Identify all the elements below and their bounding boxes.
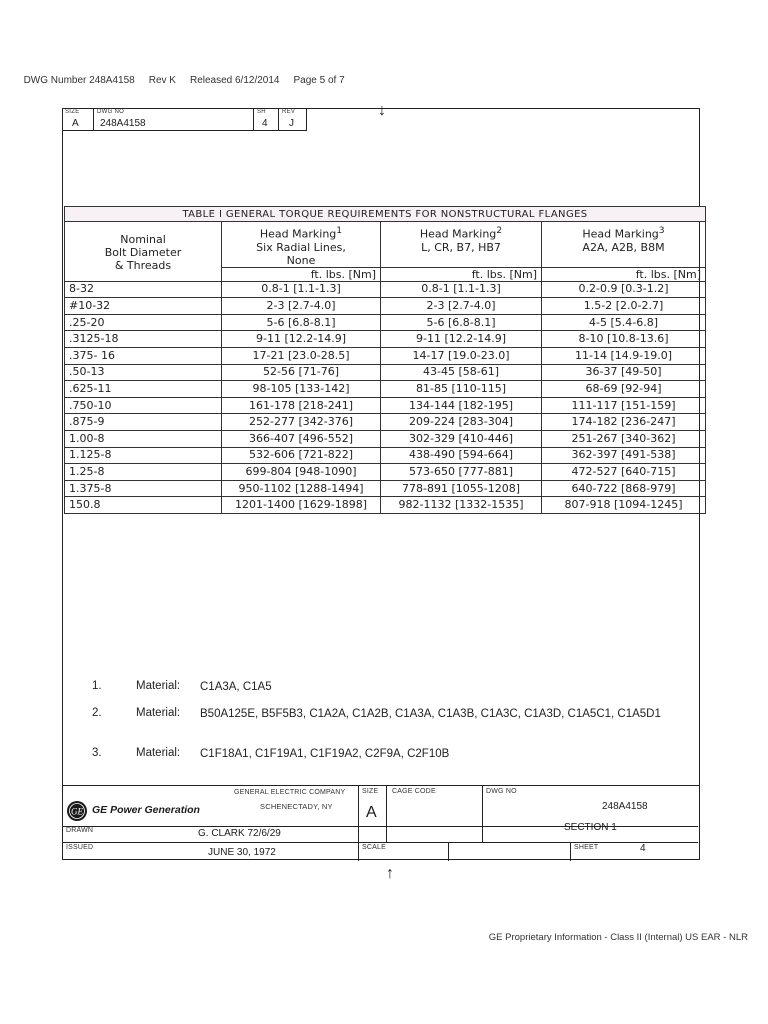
bolt-size-cell: 1.125-8: [65, 447, 222, 464]
arrow-down-icon: ↓: [378, 102, 386, 119]
unit-label: ft. lbs. [Nm]: [381, 267, 542, 281]
bolt-size-cell: .375- 16: [65, 348, 222, 365]
sheet-value: 4: [262, 118, 268, 129]
torque-value-cell: 807-918 [1094-1245]: [542, 497, 706, 514]
bolt-size-cell: 1.00-8: [65, 431, 222, 448]
torque-value-cell: 111-117 [151-159]: [542, 397, 706, 414]
size-value: A: [366, 804, 377, 821]
gec-label: GENERAL ELECTRIC COMPANY: [234, 789, 346, 796]
torque-value-cell: 640-722 [868-979]: [542, 480, 706, 497]
rev-value: J: [289, 118, 294, 129]
table-row: [65, 431, 706, 448]
torque-value-cell: 11-14 [14.9-19.0]: [542, 348, 706, 365]
table-row: [65, 464, 706, 481]
revision: Rev K: [148, 75, 176, 86]
city-label: SCHENECTADY, NY: [260, 802, 333, 811]
torque-value-cell: 302-329 [410-446]: [381, 431, 542, 448]
bolt-size-cell: 150.8: [65, 497, 222, 514]
table-row: [65, 497, 706, 514]
bolt-size-cell: #10-32: [65, 298, 222, 315]
table-row: [65, 364, 706, 381]
proprietary-footer: GE Proprietary Information - Class II (Internal) US EAR - NLR: [488, 932, 748, 943]
company-name: GE Power Generation: [92, 804, 200, 816]
bolt-size-cell: 1.25-8: [65, 464, 222, 481]
size-cell: SIZE A: [62, 108, 94, 130]
dwg-no-value: 248A4158: [602, 801, 648, 812]
col-head-marking-2-header: Head Marking$^2$ L, CR, B7, HB7: [381, 222, 542, 268]
page-number: Page 5 of 7: [293, 75, 345, 86]
table-row: [65, 397, 706, 414]
section-label: SECTION 1: [564, 822, 617, 833]
torque-value-cell: 209-224 [283-304]: [381, 414, 542, 431]
torque-value-cell: 174-182 [236-247]: [542, 414, 706, 431]
torque-value-cell: 52-56 [71-76]: [222, 364, 381, 381]
bolt-size-cell: .25-20: [65, 314, 222, 331]
bolt-size-cell: 8-32: [65, 281, 222, 298]
torque-value-cell: 252-277 [342-376]: [222, 414, 381, 431]
torque-value-cell: 251-267 [340-362]: [542, 431, 706, 448]
torque-value-cell: 36-37 [49-50]: [542, 364, 706, 381]
unit-label: ft. lbs. [Nm]: [542, 267, 706, 281]
document-header: [18, 64, 359, 86]
col-head-marking-1-header: Head Marking$^1$ Six Radial Lines, None: [222, 222, 381, 268]
torque-value-cell: 4-5 [5.4-6.8]: [542, 314, 706, 331]
size-value: A: [72, 118, 79, 129]
bolt-size-cell: .3125-18: [65, 331, 222, 348]
torque-value-cell: 699-804 [948-1090]: [222, 464, 381, 481]
arrow-up-icon: ↑: [386, 865, 394, 882]
col-head-marking-3-header: Head Marking$^3$ A2A, A2B, B8M: [542, 222, 706, 268]
torque-value-cell: 438-490 [594-664]: [381, 447, 542, 464]
unit-label: ft. lbs. [Nm]: [222, 267, 381, 281]
torque-value-cell: 573-650 [777-881]: [381, 464, 542, 481]
torque-value-cell: 9-11 [12.2-14.9]: [222, 331, 381, 348]
svg-text:GE: GE: [71, 806, 83, 817]
dwg-no-value: 248A4158: [100, 118, 146, 129]
torque-value-cell: 1.5-2 [2.0-2.7]: [542, 298, 706, 315]
torque-value-cell: 0.8-1 [1.1-1.3]: [381, 281, 542, 298]
torque-value-cell: 68-69 [92-94]: [542, 381, 706, 398]
torque-value-cell: 362-397 [491-538]: [542, 447, 706, 464]
torque-value-cell: 0.8-1 [1.1-1.3]: [222, 281, 381, 298]
torque-value-cell: 8-10 [10.8-13.6]: [542, 331, 706, 348]
torque-value-cell: 2-3 [2.7-4.0]: [222, 298, 381, 315]
ge-logo-icon: [66, 800, 88, 822]
table-row: [65, 298, 706, 315]
torque-value-cell: 532-606 [721-822]: [222, 447, 381, 464]
table-row: [65, 381, 706, 398]
rev-cell: REV J: [279, 108, 307, 130]
torque-value-cell: 366-407 [496-552]: [222, 431, 381, 448]
table-row: [65, 331, 706, 348]
sheet-cell: SH 4: [254, 108, 279, 130]
torque-value-cell: 161-178 [218-241]: [222, 397, 381, 414]
torque-value-cell: 98-105 [133-142]: [222, 381, 381, 398]
dwg-number: DWG Number 248A4158: [23, 75, 135, 86]
table-row: [65, 348, 706, 365]
table-row: [65, 314, 706, 331]
bolt-size-cell: .875-9: [65, 414, 222, 431]
torque-value-cell: 472-527 [640-715]: [542, 464, 706, 481]
bottom-title-block: GE GE Power Generation GENERAL ELECTRIC COMPANY SCHENECTADY, NY SIZE A CAGE CODE DWG NO 248A4158 SECTION 1 DRAWN G. CLARK 72/6/29 ISSUED JUNE 30, 1972 SCALE SHEET 4: [62, 785, 700, 861]
table-row: [65, 281, 706, 298]
torque-value-cell: 5-6 [6.8-8.1]: [222, 314, 381, 331]
torque-value-cell: 950-1102 [1288-1494]: [222, 480, 381, 497]
table-row: [65, 480, 706, 497]
release-date: Released 6/12/2014: [189, 75, 280, 86]
torque-value-cell: 9-11 [12.2-14.9]: [381, 331, 542, 348]
torque-value-cell: 14-17 [19.0-23.0]: [381, 348, 542, 365]
torque-value-cell: 17-21 [23.0-28.5]: [222, 348, 381, 365]
torque-value-cell: 778-891 [1055-1208]: [381, 480, 542, 497]
torque-value-cell: 43-45 [58-61]: [381, 364, 542, 381]
col-nominal-header: Nominal Bolt Diameter & Threads: [65, 222, 222, 282]
table-title: TABLE I GENERAL TORQUE REQUIREMENTS FOR NONSTRUCTURAL FLANGES: [65, 207, 706, 222]
drawn-value: G. CLARK 72/6/29: [198, 828, 281, 839]
bolt-size-cell: .50-13: [65, 364, 222, 381]
torque-value-cell: 1201-1400 [1629-1898]: [222, 497, 381, 514]
bolt-size-cell: 1.375-8: [65, 480, 222, 497]
torque-value-cell: 5-6 [6.8-8.1]: [381, 314, 542, 331]
torque-value-cell: 2-3 [2.7-4.0]: [381, 298, 542, 315]
issued-value: JUNE 30, 1972: [208, 847, 276, 858]
torque-value-cell: 81-85 [110-115]: [381, 381, 542, 398]
dwg-no-cell: DWG NO 248A4158: [94, 108, 254, 130]
torque-value-cell: 134-144 [182-195]: [381, 397, 542, 414]
torque-table: [64, 206, 706, 514]
torque-value-cell: 0.2-0.9 [0.3-1.2]: [542, 281, 706, 298]
top-title-block: [62, 108, 307, 131]
table-row: [65, 414, 706, 431]
bolt-size-cell: .625-11: [65, 381, 222, 398]
table-row: [65, 447, 706, 464]
bolt-size-cell: .750-10: [65, 397, 222, 414]
sheet-value: 4: [640, 843, 646, 854]
torque-value-cell: 982-1132 [1332-1535]: [381, 497, 542, 514]
